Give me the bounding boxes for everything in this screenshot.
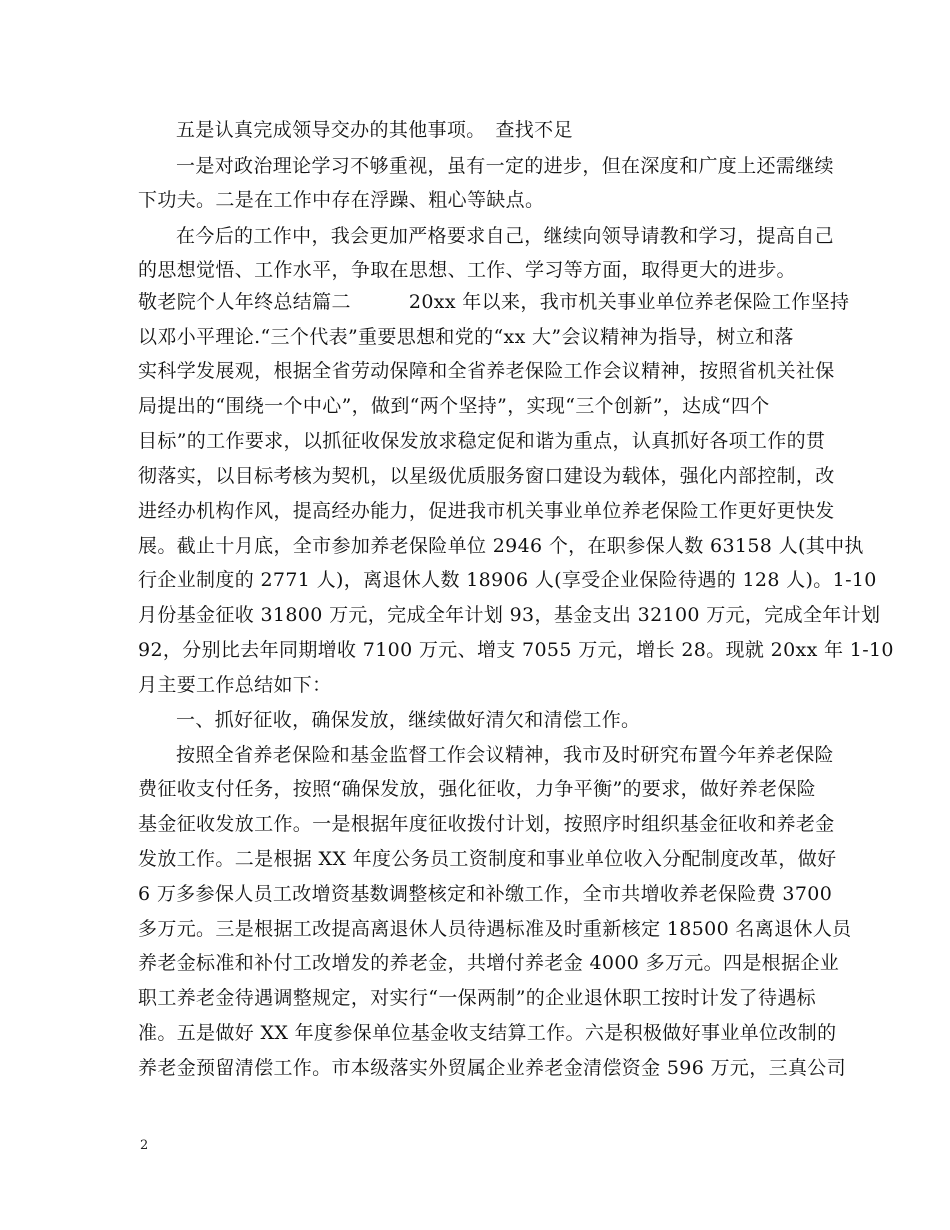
section-heading-line: 敬老院个人年终总结篇二 20xx 年以来，我市机关事业单位养老保险工作坚持: [138, 291, 850, 313]
text-line: 彻落实，以目标考核为契机，以星级优质服务窗口建设为载体，强化内部控制，改: [138, 465, 835, 487]
text-line: 费征收支付任务，按照“确保发放，强化征收，力争平衡”的要求，做好养老保险: [138, 778, 817, 800]
subheading-line: 一、抓好征收，确保发放，继续做好清欠和清偿工作。: [176, 709, 641, 731]
text-line: 6 万多参保人员工改增资基数调整核定和补缴工作，全市共增收养老保险费 3700: [138, 883, 833, 905]
text-line: 准。五是做好 XX 年度参保单位基金收支结算工作。六是积极做好事业单位改制的: [138, 1022, 837, 1044]
text-line: 养老金标准和补付工改增发的养老金，共增付养老金 4000 多万元。四是根据企业: [138, 952, 840, 974]
text-line: 局提出的“围绕一个中心”，做到“两个坚持”，实现“三个创新”，达成“四个: [138, 395, 770, 417]
text-line: 下功夫。二是在工作中存在浮躁、粗心等缺点。: [138, 189, 545, 211]
text-line: 养老金预留清偿工作。市本级落实外贸属企业养老金清偿资金 596 万元，三真公司: [138, 1057, 846, 1079]
text-line: 月份基金征收 31800 万元，完成全年计划 93，基金支出 32100 万元，完成全年计划: [138, 604, 881, 626]
text-line: 一是对政治理论学习不够重视，虽有一定的进步，但在深度和广度上还需继续: [176, 155, 834, 177]
text-line: 月主要工作总结如下：: [138, 674, 332, 696]
text-line: 在今后的工作中，我会更加严格要求自己，继续向领导请教和学习，提高自己: [176, 225, 834, 247]
text-line: 实科学发展观，根据全省劳动保障和全省养老保险工作会议精神，按照省机关社保: [138, 360, 835, 382]
text-line: 进经办机构作风，提高经办能力，促进我市机关事业单位养老保险工作更好更快发: [138, 500, 835, 522]
text-line: 行企业制度的 2771 人)，离退休人数 18906 人(享受企业保险待遇的 128 人)。1-10: [138, 569, 877, 591]
text-line: 五是认真完成领导交办的其他事项。 查找不足: [176, 119, 573, 141]
page-number: 2: [140, 1138, 149, 1153]
text-line: 按照全省养老保险和基金监督工作会议精神，我市及时研究布置今年养老保险: [176, 744, 834, 766]
text-line: 以邓小平理论.“三个代表”重要思想和党的“xx 大”会议精神为指导，树立和落: [138, 326, 794, 348]
text-line: 发放工作。二是根据 XX 年度公务员工资制度和事业单位收入分配制度改革，做好: [138, 848, 837, 870]
text-line: 目标”的工作要求，以抓征收保发放求稳定促和谐为重点，认真抓好各项工作的贯: [138, 430, 826, 452]
text-line: 展。截止十月底，全市参加养老保险单位 2946 个，在职参保人数 63158 人(其中执: [138, 535, 864, 557]
text-line: 的思想觉悟、工作水平，争取在思想、工作、学习等方面，取得更大的进步。: [138, 259, 796, 281]
text-line: 多万元。三是根据工改提高离退休人员待遇标准及时重新核定 18500 名离退休人员: [138, 918, 852, 940]
text-line: 职工养老金待遇调整规定，对实行“一保两制”的企业退休职工按时计发了待遇标: [138, 987, 817, 1009]
text-line: 基金征收发放工作。一是根据年度征收拨付计划，按照序时组织基金征收和养老金: [138, 813, 835, 835]
text-line: 92，分别比去年同期增收 7100 万元、增支 7055 万元，增长 28。现就 20xx 年 1-10: [138, 639, 894, 661]
